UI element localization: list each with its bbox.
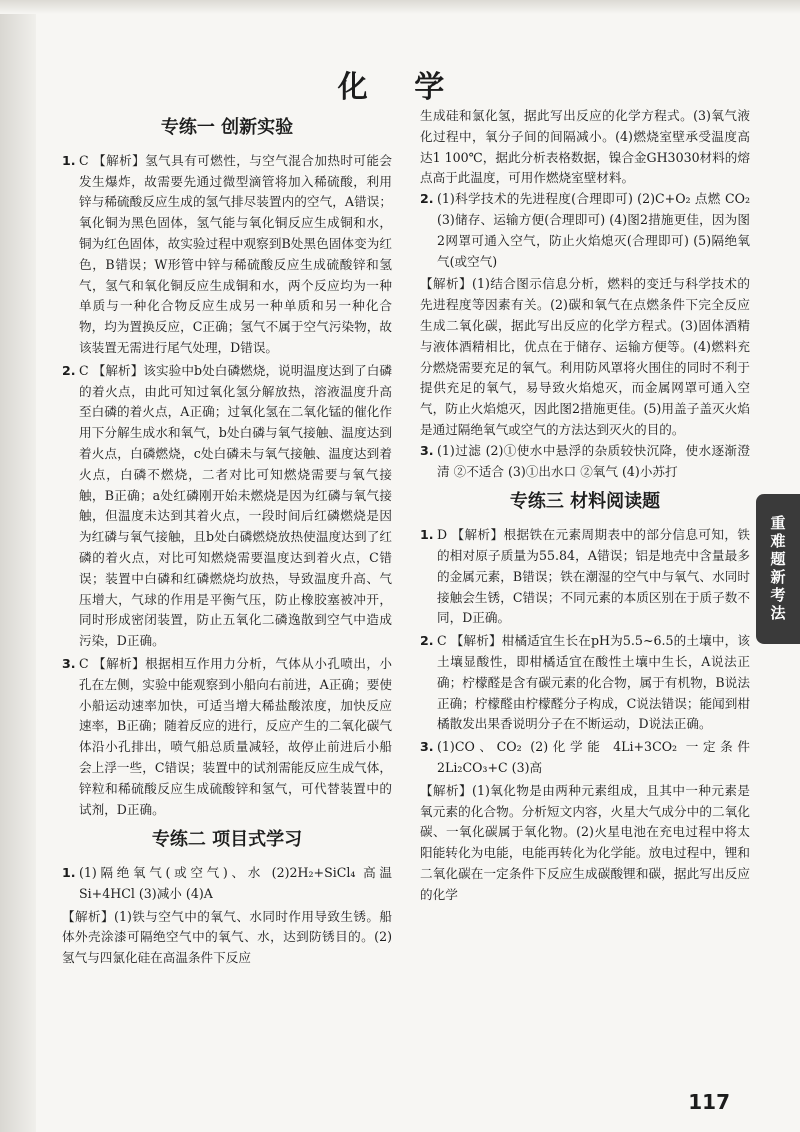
answer-text: (1)科学技术的先进程度(合理即可) (2)C+O₂ 点燃 CO₂ (3)储存、运输方便(合理即可) (4)图2措施更佳，因为图2网罩可通入空气，防止火焰熄灭(合理即可) (5)隔绝氧气(或空气)	[437, 191, 750, 269]
item-number: 1.	[62, 152, 76, 168]
answer-item	[420, 441, 750, 483]
explanation-text: 【解析】(1)铁与空气中的氧气、水同时作用导致生锈。船体外壳涂漆可隔绝空气中的氧气、水，达到防锈目的。(2)氢气与四氯化硅在高温条件下反应	[62, 908, 392, 966]
answer-item	[62, 361, 392, 652]
answer-text: C 【解析】根据相互作用力分析，气体从小孔喷出，小孔在左侧，实验中能观察到小船向右前进，A正确；要使小船运动速率加快，可适当增大稀盐酸浓度，加快反应速率，B正确；随着反应的进行，反应产生的二氧化碳气体沿小孔排出，喷气船总质量减轻，故停止前进后小船会上浮一些，C错误；装置中的试剂需能反应生成气体，锌粒和稀硫酸反应生成硫酸锌和氢气，可代替装置中的试剂，D正确。	[79, 655, 392, 817]
page-title: 化 学	[337, 70, 463, 105]
scan-shadow-top	[0, 0, 800, 14]
answer-text: (1)隔绝氧气(或空气)、水 (2)2H₂+SiCl₄ 高温 Si+4HCl (3)减小 (4)A	[79, 865, 392, 901]
scan-shadow-left	[0, 0, 36, 1132]
answer-item	[420, 525, 750, 629]
page-number: 117	[688, 1090, 730, 1114]
answer-item	[62, 151, 392, 359]
section-title-3: 专练三 材料阅读题	[509, 491, 661, 513]
right-column	[420, 106, 750, 905]
item-number: 2.	[420, 191, 434, 207]
answer-text: C 【解析】柑橘适宜生长在pH为5.5~6.5的土壤中，该土壤显酸性，即柑橘适宜在酸性土壤中生长，A说法正确；柠檬醛是含有碳元素的化合物，属于有机物，B说法正确；柠檬醛由柠檬醛分子构成，C说法错误；能闻到柑橘散发出果香说明分子在不断运动，D说法正确。	[437, 633, 750, 732]
item-number: 3.	[420, 442, 434, 458]
answer-text: C 【解析】氢气具有可燃性，与空气混合加热时可能会发生爆炸，故需要先通过微型滴管将加入稀硫酸，利用锌与稀硫酸反应生成的氢气排尽装置内的空气，A错误；氧化铜为黑色固体，氢气能与氧化铜反应生成铜和水，铜为红色固体，故实验过程中观察到B处黑色固体变为红色，B错误；W形管中锌与稀硫酸反应生成硫酸锌和氢气，氢气和氧化铜反应生成铜和水，两个反应均为一种单质与一种化合物反应生成另一种单质和另一种化合物，均为置换反应，C正确；氢气不属于空气污染物，故该装置无需进行尾气处理，D错误。	[79, 152, 392, 355]
item-number: 3.	[62, 655, 76, 671]
side-tab-label: 重难题新考法	[756, 494, 800, 644]
answer-text: D 【解析】根据铁在元素周期表中的部分信息可知，铁的相对原子质量为55.84，A错误；铝是地壳中含量最多的金属元素，B错误；铁在潮湿的空气中与氧气、水同时接触会生锈，C错误；不同元素的本质区别在于质子数不同，D正确。	[437, 527, 750, 626]
left-column	[62, 108, 392, 969]
item-number: 2.	[420, 633, 434, 649]
section-title-1: 专练一 创新实验	[160, 117, 294, 138]
explanation-text: 【解析】(1)结合图示信息分析，燃料的变迁与科学技术的先进程度等因素有关。(2)碳和氧气在点燃条件下完全反应生成二氧化碳，据此写出反应的化学方程式。(3)固体酒精与液体酒精相比，优点在于储存、运输方便等。(4)燃料充分燃烧需要充足的氧气。利用防风罩将火围住的同时不利于提供充足的氧气，易导致火焰熄灭，而金属网罩可通入空气，防止火焰熄灭，因此图2措施更佳。(5)用盖子盖灭火焰是通过隔绝氧气或空气的方法达到灭火的目的。	[420, 276, 750, 437]
explanation-text: 【解析】(1)氧化物是由两种元素组成，且其中一种元素是氧元素的化合物。分析短文内容，火星大气成分中的二氧化碳、一氧化碳属于氧化物。(2)火星电池在充电过程中将太阳能转化为电能，电能再转化为化学能。放电过程中，锂和二氧化碳在一定条件下反应生成碳酸锂和碳，据此写出反应的化学	[420, 782, 750, 902]
answer-item	[62, 863, 392, 905]
answer-item	[62, 654, 392, 820]
item-number: 1.	[420, 527, 434, 543]
answer-item	[420, 189, 750, 272]
item-number: 2.	[62, 362, 76, 378]
answer-item	[420, 737, 750, 779]
item-number: 3.	[420, 739, 434, 755]
answer-text: C 【解析】该实验中b处白磷燃烧，说明温度达到了白磷的着火点，由此可知过氧化氢分解放热，溶液温度升高至白磷的着火点，A正确；过氧化氢在二氧化锰的催化作用下分解生成水和氧气，b处白磷与氧气接触、温度达到着火点，白磷燃烧，c处白磷未与氧气接触、温度达到着火点，白磷不燃烧，二者对比可知燃烧需要与氧气接触，B正确；a处红磷刚开始未燃烧是因为红磷与氧气接触，但温度未达到其着火点，一段时间后红磷燃烧是因为红磷与氧气接触，且b处白磷燃烧放热使温度达到了红磷的着火点，对比可知燃烧需要温度达到着火点，C错误；装置中白磷和红磷燃烧均放热，导致温度升高、气压增大，气球的作用是平衡气压，防止橡胶塞被冲开，同时形成密闭装置，防止五氧化二磷逸散到空气中造成污染，D正确。	[79, 362, 392, 649]
answer-text: (1)过滤 (2)①使水中悬浮的杂质较快沉降，使水逐渐澄清 ②不适合 (3)①出水口 ②氧气 (4)小苏打	[437, 442, 750, 479]
item-number: 1.	[62, 865, 76, 881]
section-title-2: 专练二 项目式学习	[151, 829, 303, 851]
answer-text: (1)CO、CO₂ (2)化学能 4Li+3CO₂ 一定条件 2Li₂CO₃+C (3)高	[437, 739, 750, 775]
continued-text: 生成硅和氯化氢，据此写出反应的化学方程式。(3)氧气液化过程中，氧分子间的间隔减小。(4)燃烧室壁承受温度高达1 100℃，据此分析表格数据，镍合金GH3030材料的熔点高于此温度，可用作燃烧室壁材料。	[420, 108, 750, 186]
answer-item	[420, 631, 750, 735]
